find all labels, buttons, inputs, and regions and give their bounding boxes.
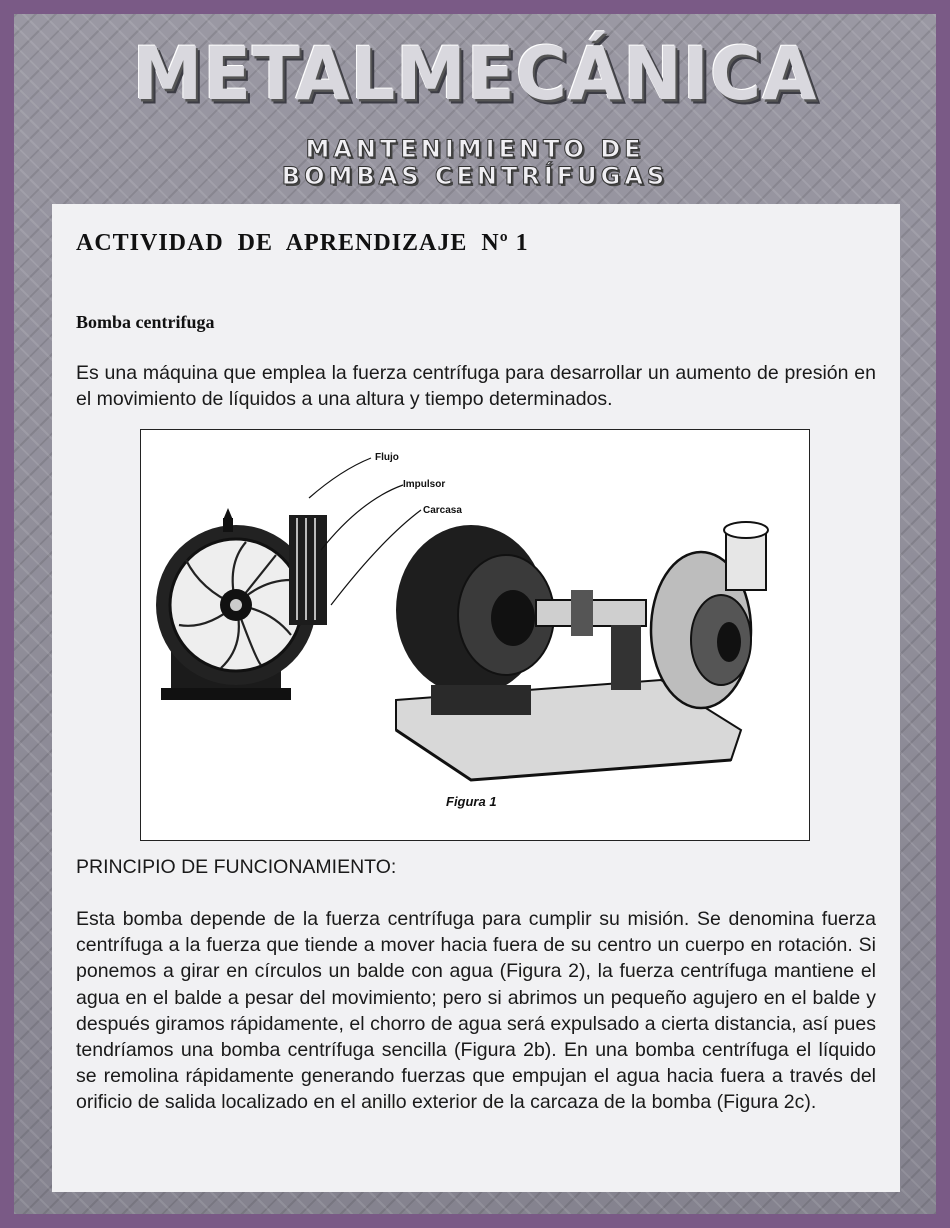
intro-paragraph: Es una máquina que emplea la fuerza centrífuga para desarrollar un aumento de presión en el movimiento de líquidos a una altura y tiempo determinados. — [76, 362, 876, 410]
pump-illustration — [141, 430, 809, 840]
body-paragraph: Esta bomba depende de la fuerza centrífuga para cumplir su misión. Se denomina fuerza centrífuga a la fuerza que tiende a mover hacia fuera de su centro un cuerpo en rotación. Si ponemos a girar en círculos un balde con agua (Figura 2), la fuerza centrífuga mantiene el agua en el balde a pesar del movimiento; pero si abrimos un pequeño agujero en el balde y después giramos rápidamente, el chorro de agua será expulsado a cierta distancia, así pues tendríamos una bomba centrífuga sencilla (Figura 2b). En una bomba centrífuga el líquido se remolina rápidamente generando fuerzas que empujan el agua hacia fuera a través del orificio de salida localizado en el anillo exterior de la carcaza de la bomba (Figura 2c). — [76, 908, 876, 1114]
content-panel — [52, 204, 900, 1192]
activity-heading: ACTIVIDAD DE APRENDIZAJE Nº 1 — [76, 230, 529, 256]
motor-pump-assembly-drawing — [396, 522, 768, 780]
section-subheading: Bomba centrifuga — [76, 312, 215, 332]
label-flujo: Flujo — [375, 452, 399, 463]
label-impulsor: Impulsor — [403, 479, 446, 490]
label-carcasa: Carcasa — [423, 505, 462, 516]
section-title: PRINCIPIO DE FUNCIONAMIENTO: — [76, 856, 397, 878]
banner-title: METALMECÁNICA — [132, 30, 818, 118]
banner-subtitle-line1: MANTENIMIENTO DE — [305, 135, 645, 163]
figure-caption: Figura 1 — [446, 794, 497, 809]
figure-centrifugal-pump — [140, 429, 810, 841]
banner-subtitle-line2: BOMBAS CENTRÍFUGAS — [281, 162, 669, 190]
pump-cross-section-drawing — [156, 508, 327, 700]
